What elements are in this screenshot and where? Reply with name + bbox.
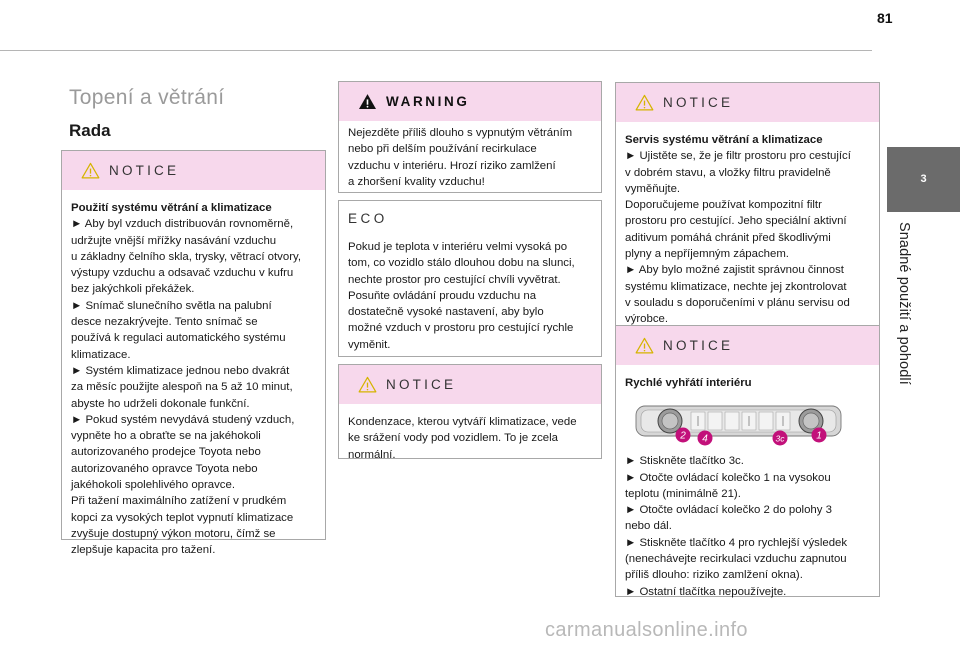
warning-body — [339, 121, 601, 200]
notice-line: nebo dál. — [625, 520, 672, 533]
section-title: Topení a větrání — [69, 86, 225, 109]
notice-line: ► Pokud systém nevydává studený vzduch, — [71, 413, 295, 426]
caution-triangle-icon — [358, 376, 377, 393]
notice-line: teplotu (minimálně 21). — [625, 487, 741, 500]
svg-text:3c: 3c — [775, 433, 785, 444]
notice-line: klimatizace. — [71, 348, 131, 361]
eco-header — [339, 201, 601, 236]
notice-line: udržujte vnější mřížky nasávání vzduchu — [71, 234, 277, 247]
notice-body — [616, 365, 879, 610]
caution-triangle-icon — [635, 94, 654, 111]
notice-body — [616, 122, 879, 338]
notice-header — [616, 326, 879, 365]
notice-line: v souladu s doporučeními v plánu servisu od — [625, 296, 850, 309]
notice-line: Kondenzace, kterou vytváří klimatizace, vede — [348, 416, 577, 428]
notice-line: (nenechávejte recirkulaci vzduchu zapnutou — [625, 553, 847, 566]
warning-line: a zhoršení kvality vzduchu! — [348, 175, 485, 188]
notice-line: ► Ujistěte se, že je filtr prostoru pro cestující — [625, 150, 851, 163]
notice-header — [339, 365, 601, 404]
notice-line: ► Otočte ovládací kolečko 2 do polohy 3 — [625, 504, 832, 517]
notice-box-quick-heating — [615, 325, 880, 597]
notice-line: ► Stiskněte tlačítko 3c. — [625, 455, 744, 468]
notice-header — [616, 83, 879, 122]
notice-box-servicing — [615, 82, 880, 344]
notice-line: autorizovaného prodejce Toyota nebo — [71, 446, 261, 459]
warning-box — [338, 81, 602, 193]
svg-text:2: 2 — [680, 430, 686, 442]
notice-line: bez jakýchkoli překážek. — [71, 283, 195, 296]
chapter-title: Snadné použití a pohodlí — [896, 222, 912, 385]
notice-line: ► Otočte ovládací kolečko 1 na vysokou — [625, 471, 831, 484]
notice-line: ► Systém klimatizace jednou nebo dvakrát — [71, 364, 290, 377]
warning-line: nebo při delším používání recirkulace — [348, 143, 537, 156]
notice-line: zlepšuje kapacita pro tažení. — [71, 544, 216, 557]
watermark[interactable]: carmanualsonline.info — [545, 619, 748, 641]
notice-line: Servis systému větrání a klimatizace — [625, 134, 823, 146]
notice-line: Použití systému větrání a klimatizace — [71, 202, 272, 214]
caution-triangle-icon — [81, 162, 100, 179]
climate-control-panel-illustration — [625, 400, 851, 446]
notice-line: ► Ostatní tlačítka nepoužívejte. — [625, 585, 787, 598]
header-divider — [0, 50, 872, 51]
eco-label: ECO — [348, 211, 388, 226]
notice-line: desce nezakrývejte. Tento snímač se — [71, 316, 258, 329]
notice-heading: Rychlé vyhřátí interiéru — [625, 377, 752, 389]
warning-line: vzduchu v interiéru. Hrozí riziko zamlžení — [348, 159, 556, 172]
notice-line: autorizovaného opravce Toyota nebo — [71, 462, 258, 475]
notice-line: vypněte ho a obraťte se na jakéhokoli — [71, 430, 261, 443]
notice-body — [62, 190, 325, 569]
notice-line: u základny čelního skla, trysky, větrací otvory, — [71, 250, 302, 263]
callout-1 — [812, 428, 827, 443]
notice-line: příliš dlouho: riziko zamlžení okna). — [625, 569, 803, 582]
callout-2 — [676, 428, 691, 443]
notice-header — [62, 151, 325, 190]
svg-text:4: 4 — [702, 433, 708, 445]
eco-line: nechte prostor pro cestující chvíli vyvětrat. — [348, 273, 561, 286]
warning-line: Nejezděte příliš dlouho s vypnutým větráním — [348, 127, 573, 139]
notice-line: kopci za vysokých teplot vypnutí klimatizace — [71, 511, 294, 524]
eco-line: možné vzduch v prostoru pro cestující rychle — [348, 322, 574, 335]
notice-line: systému klimatizace, nechte jej zkontrolovat — [625, 280, 847, 293]
eco-line: dostatečně vysoké nastavení, aby bylo — [348, 306, 544, 319]
notice-line: jakéhokoli spolehlivého opravce. — [71, 479, 236, 492]
notice-box-ventilation-use — [61, 150, 326, 557]
eco-box — [338, 200, 602, 357]
subsection-title: Rada — [69, 121, 111, 140]
notice-line: výrobce. — [625, 313, 669, 326]
warning-header — [339, 82, 601, 121]
chapter-tab[interactable] — [887, 147, 960, 212]
notice-line: normální. — [348, 448, 396, 461]
svg-text:1: 1 — [816, 430, 822, 442]
chapter-number: 3 — [920, 173, 927, 185]
notice-label: NOTICE — [109, 163, 180, 178]
eco-line: tom, co vozidlo stálo dlouhou dobu na slunci, — [348, 257, 575, 270]
notice-line: abyste ho udrželi dokonale funkční. — [71, 397, 250, 410]
caution-triangle-icon — [635, 337, 654, 354]
notice-line: aditivum pomáhá chránit před škodlivými — [625, 231, 831, 244]
warning-label: WARNING — [386, 94, 470, 109]
notice-line: ke srážení vody pod vozidlem. To je zcela — [348, 432, 558, 445]
notice-label: NOTICE — [663, 95, 734, 110]
notice-line: vyměňujte. — [625, 182, 681, 195]
notice-line: ► Aby byl vzduch distribuován rovnoměrně, — [71, 218, 294, 231]
notice-line: zvyšuje dostupný výkon motoru, čímž se — [71, 527, 276, 540]
notice-line: plyny a nepříjemným zápachem. — [625, 248, 789, 261]
eco-line: Posuňte ovládání proudu vzduchu na — [348, 289, 537, 302]
callout-4 — [698, 431, 713, 446]
notice-body — [339, 404, 601, 473]
notice-label: NOTICE — [386, 377, 457, 392]
eco-body — [339, 236, 601, 363]
notice-line: ► Aby bylo možné zajistit správnou činnost — [625, 264, 844, 277]
eco-line: vyměnit. — [348, 338, 391, 351]
callout-3c — [773, 431, 788, 446]
notice-box-condensation — [338, 364, 602, 459]
notice-line: ► Snímač slunečního světla na palubní — [71, 299, 272, 312]
notice-line: ► Stiskněte tlačítko 4 pro rychlejší výsledek — [625, 536, 848, 549]
notice-line: v dobrém stavu, a vložky filtru pravidelně — [625, 166, 831, 179]
eco-line: Pokud je teplota v interiéru velmi vysoká po — [348, 241, 568, 253]
notice-line: Doporučujeme používat kompozitní filtr — [625, 199, 822, 212]
page-number: 81 — [877, 10, 893, 26]
notice-line: výstupy vzduchu a odsavač vzduchu v kufru — [71, 267, 294, 280]
notice-line: za měsíc použijte alespoň na 5 až 10 minut, — [71, 381, 293, 394]
notice-line: Při tažení maximálního zatížení v prudkém — [71, 495, 287, 508]
notice-label: NOTICE — [663, 338, 734, 353]
notice-line: používá k regulaci automatického systému — [71, 332, 286, 345]
notice-line: prostoru pro cestující. Jeho speciální aktivní — [625, 215, 847, 228]
warning-triangle-icon — [358, 93, 377, 110]
